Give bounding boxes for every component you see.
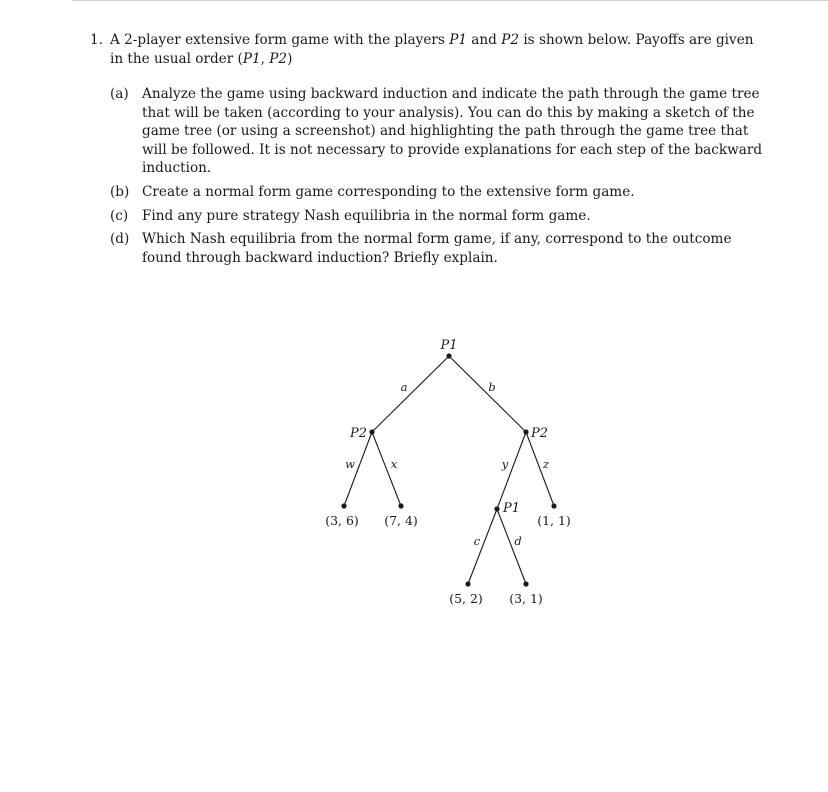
- part-text: Create a normal form game corresponding to the extensive form game.: [142, 183, 635, 200]
- edge-y-label: y: [501, 457, 509, 471]
- node-p2-right: [523, 429, 528, 434]
- terminal-x: [398, 503, 403, 508]
- edge-c-label: c: [473, 534, 481, 548]
- part-text: Find any pure strategy Nash equilibria in the normal form game.: [142, 207, 591, 224]
- edge-a-line: [372, 356, 449, 432]
- node-root: [446, 353, 451, 358]
- payoff-x: (7, 4): [384, 513, 418, 528]
- player-p2-ref: P2: [501, 32, 519, 48]
- terminal-d: [523, 581, 528, 586]
- terminal-c: [465, 581, 470, 586]
- edge-a-label: a: [400, 380, 408, 394]
- payoff-w: (3, 6): [325, 513, 359, 528]
- part-label: (b): [110, 183, 130, 200]
- node-p2-left: [369, 429, 374, 434]
- left-player-label: P2: [349, 426, 367, 441]
- question-number: 1.: [90, 32, 103, 48]
- edge-x-label: x: [390, 457, 398, 471]
- inner-player-label: P1: [503, 501, 521, 516]
- part-text: Which Nash equilibria from the normal form game, if any, correspond to the outcome found through backward induction? Briefly explain.: [142, 231, 732, 266]
- question-intro: A 2-player extensive form game with the players P1 and P2 is shown below. Payoffs are given in the usual order (P1, P2): [110, 32, 754, 67]
- player-p1-ref: P1: [449, 32, 467, 48]
- part-label: (d): [110, 231, 130, 248]
- edge-b-label: b: [488, 380, 496, 394]
- payoff-d: (3, 1): [509, 591, 543, 606]
- node-p1-inner: [494, 506, 499, 511]
- part-label: (a): [110, 86, 129, 102]
- edge-b-line: [449, 356, 526, 432]
- payoff-c: (5, 2): [449, 591, 483, 606]
- root-player-label: P1: [440, 338, 458, 353]
- part-text: Analyze the game using backward induction and indicate the path through the game tree that will be taken (according to your analysis). You can do this by making a sketch of the game tree (or using a screenshot) and highlighting the path through the game tree that will be followed. It is not necessary to provide explanations for each step of the backward induction.: [142, 86, 763, 177]
- edge-z-line: [526, 432, 554, 506]
- terminal-w: [341, 503, 346, 508]
- edge-c-line: [468, 509, 497, 584]
- payoff-z: (1, 1): [537, 513, 571, 528]
- edge-d-label: d: [514, 534, 522, 548]
- right-player-label: P2: [531, 426, 549, 441]
- terminal-z: [551, 503, 556, 508]
- edge-z-label: z: [542, 457, 550, 471]
- part-label: (c): [110, 207, 129, 224]
- edge-w-label: w: [345, 457, 355, 471]
